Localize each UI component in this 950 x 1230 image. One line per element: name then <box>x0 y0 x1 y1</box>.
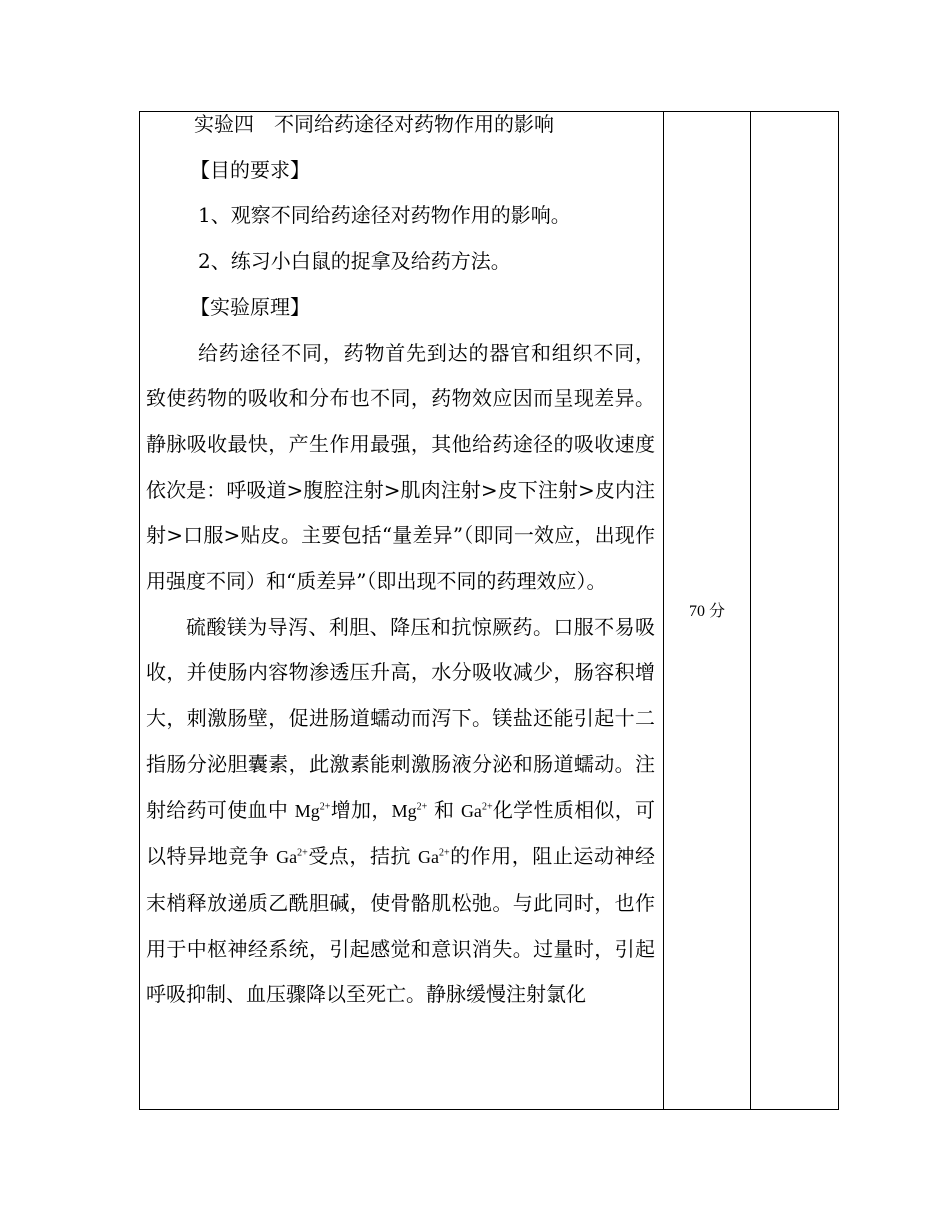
goal-heading: 【目的要求】 <box>190 157 310 182</box>
goal-item-2: 2、练习小白鼠的捉拿及给药方法。 <box>198 249 511 274</box>
ion-charge: 2+ <box>297 847 308 859</box>
table-row <box>140 112 839 1110</box>
para2-text-5: 受点，拮抗 <box>307 844 418 869</box>
ion-charge: 2+ <box>481 800 493 812</box>
content-body <box>140 102 663 1018</box>
principle-paragraph-1: 给药途径不同，药物首先到达的器官和组织不同，致使药物的吸收和分布也不同，药物效应因而呈现差异。静脉吸收最快，产生作用最强，其他给药途径的吸收速度依次是：呼吸道>腹腔注射>肌肉注射>皮下注射>皮内注射>口服>贴皮。主要包括“量差异”（即同一效应，出现作用强度不同）和“质差异”（即出现不同的药理效应）。 <box>146 340 655 594</box>
score-cell <box>664 112 751 1110</box>
score-value: 70 分 <box>688 602 725 620</box>
para2-text-1: 硫酸镁为导泻、利胆、降压和抗惊厥药。口服不易吸收，并使肠内容物渗透压升高，水分吸收减少，肠容积增大，刺激肠壁，促进肠道蠕动而泻下。镁盐还能引起十二指肠分泌胆囊素，此激素能刺激肠液分泌和肠道蠕动。注射给药可使血中 <box>146 614 655 822</box>
blank-cell <box>751 112 839 1110</box>
ga-symbol: Ga <box>276 847 298 868</box>
para2-text-6: 的作用，阻止运动神经末梢释放递质乙酰胆碱，使骨骼肌松弛。与此同时，也作用于中枢神经系统，引起感觉和意识消失。过量时，引起呼吸抑制、血压骤降以至死亡。静脉缓慢注射氯化 <box>146 844 656 1007</box>
content-cell <box>140 112 664 1110</box>
mg-symbol: Mg <box>294 800 320 821</box>
mg-symbol: Mg <box>391 800 417 821</box>
para2-text-2: 增加， <box>330 797 392 822</box>
para2-text-4: 化学性质相似，可以特异地竞争 <box>146 797 656 869</box>
principle-paragraph-2 <box>146 605 655 1018</box>
goal-item-1: 1、观察不同给药途径对药物作用的影响。 <box>198 203 571 228</box>
ga-symbol: Ga <box>417 847 439 868</box>
para2-text-3: 和 <box>427 797 461 822</box>
experiment-title: 实验四 不同给药途径对药物作用的影响 <box>194 112 554 136</box>
document-table <box>139 111 839 1110</box>
principle-heading: 【实验原理】 <box>190 294 310 319</box>
ion-charge: 2+ <box>438 847 450 859</box>
ga-symbol: Ga <box>460 800 482 821</box>
ion-charge: 2+ <box>416 800 428 812</box>
ion-charge: 2+ <box>319 800 331 812</box>
